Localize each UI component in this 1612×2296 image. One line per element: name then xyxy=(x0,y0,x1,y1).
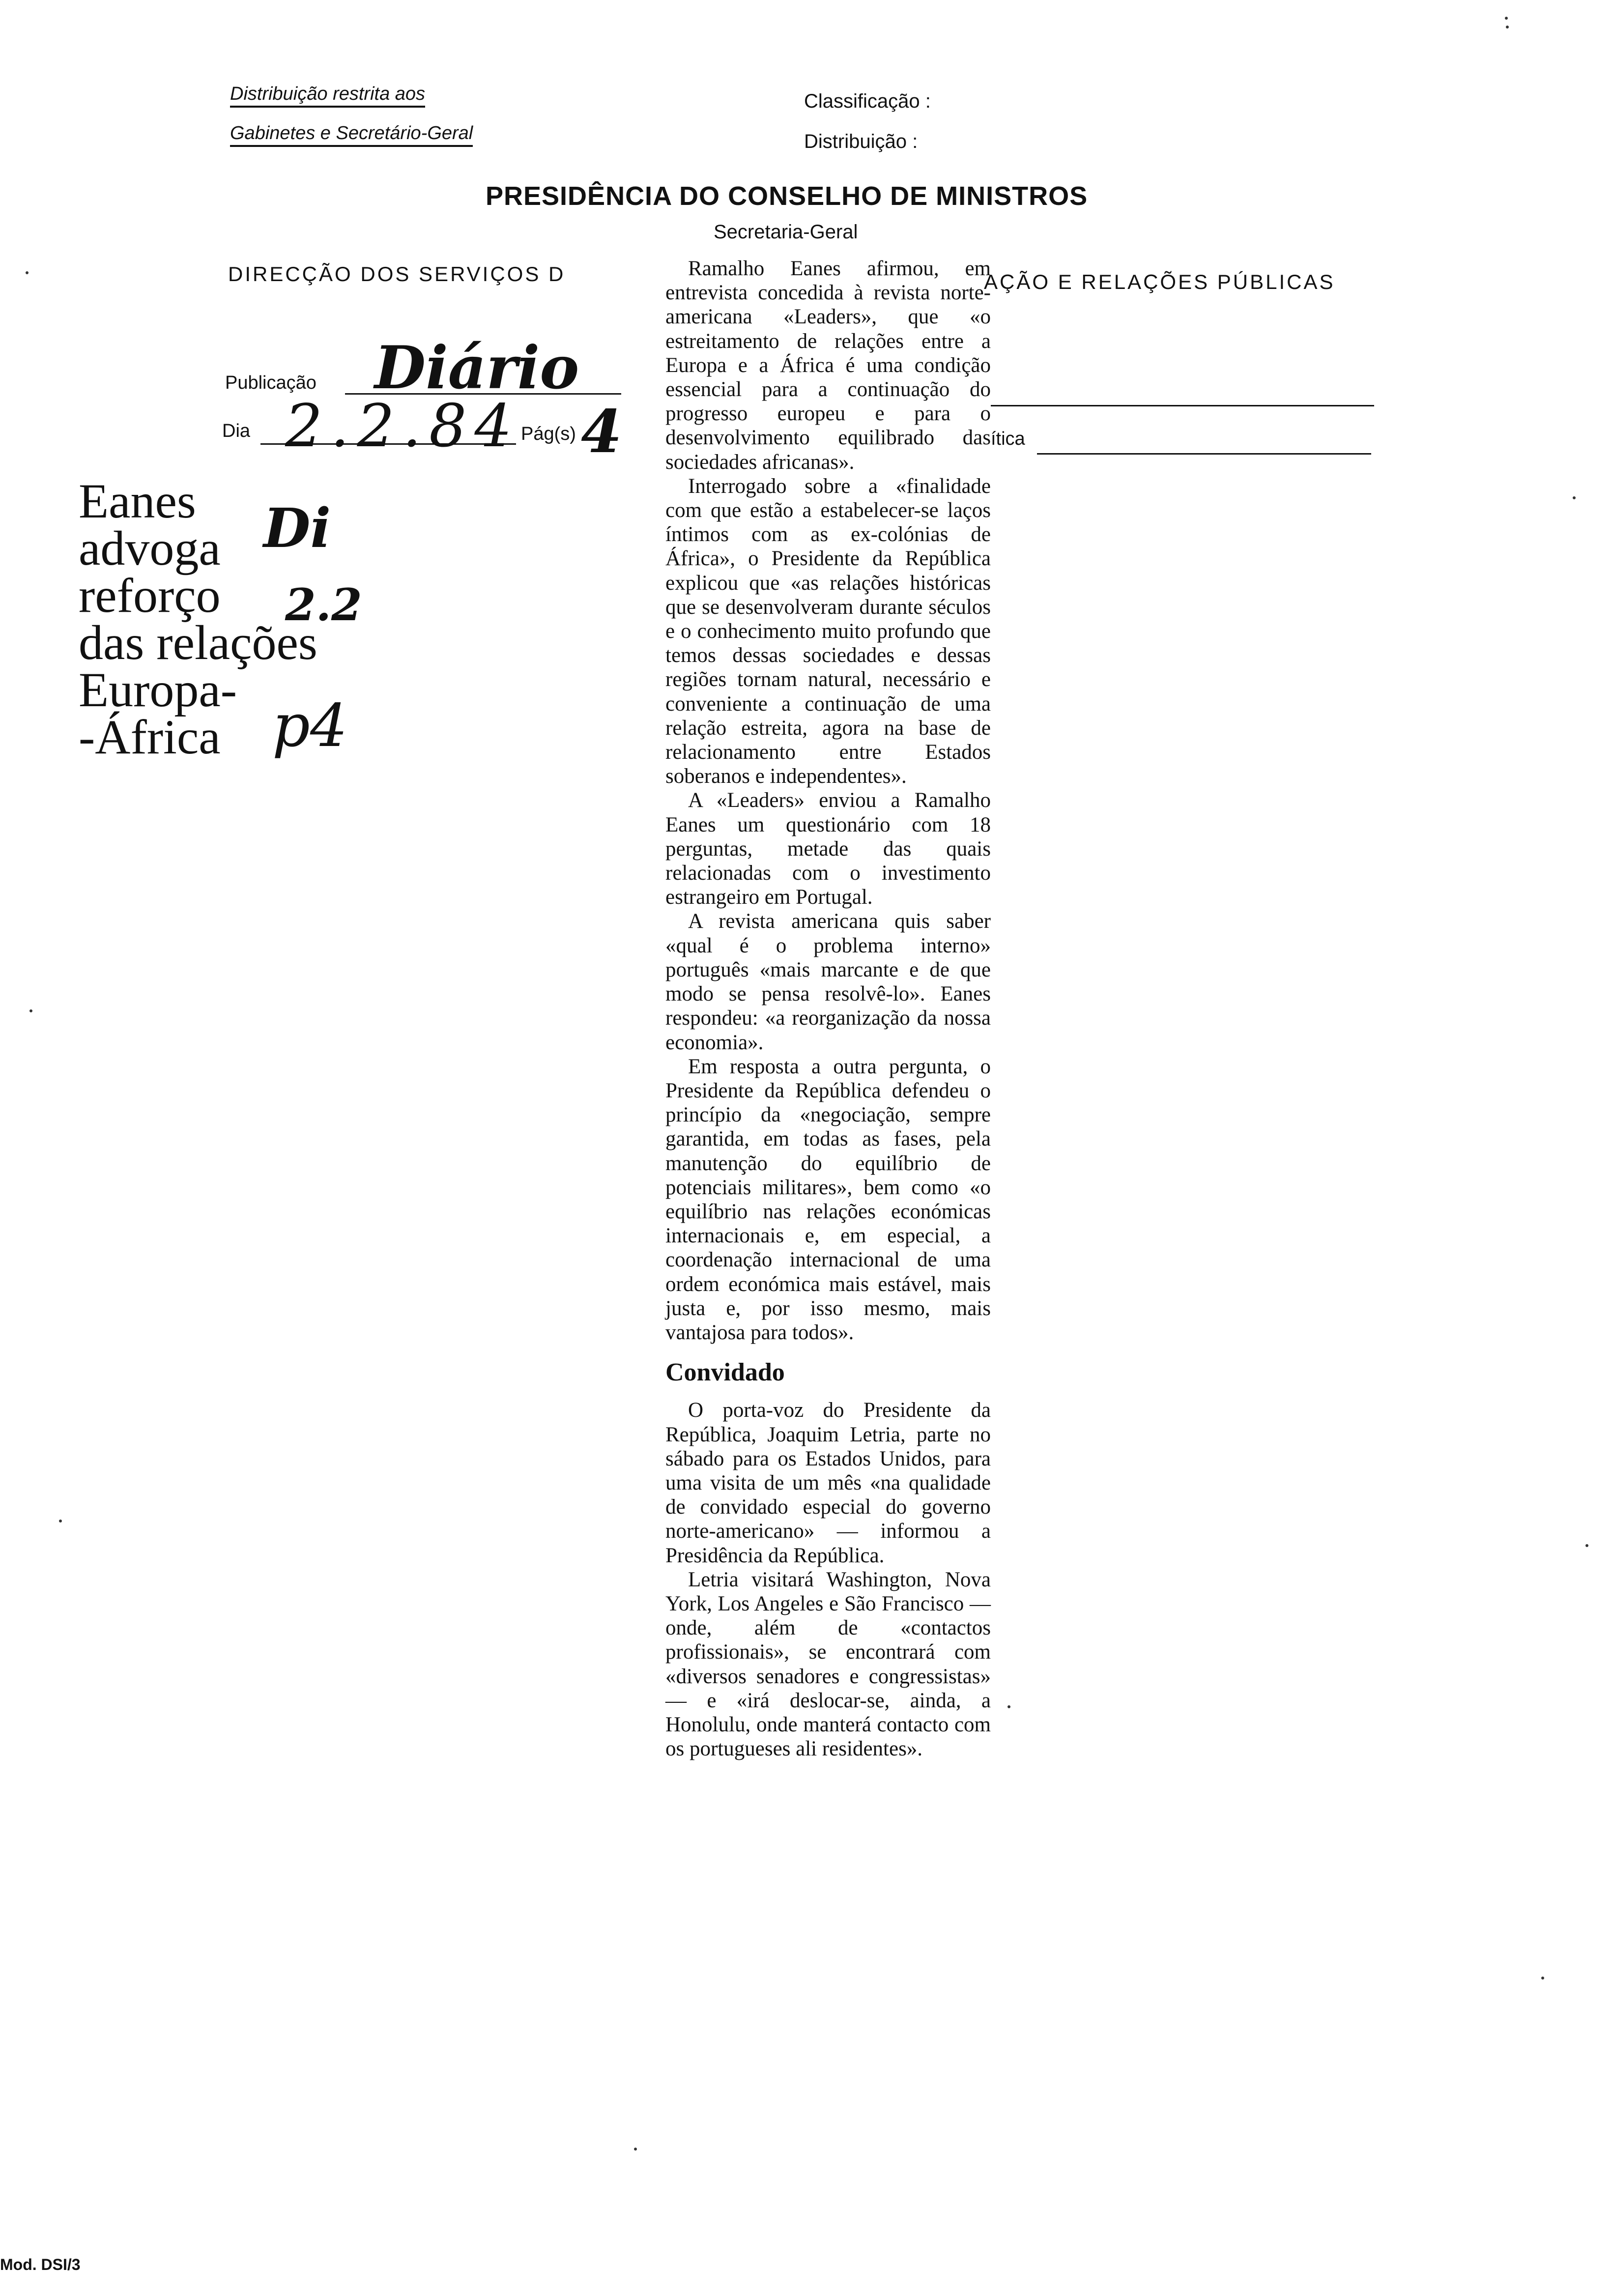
distribution-note-line2: Gabinetes e Secretário-Geral xyxy=(230,123,473,147)
scan-speck xyxy=(1008,1705,1010,1708)
publication-handwritten: Diário xyxy=(374,333,579,402)
day-handwritten: 2.2.84 xyxy=(285,392,520,460)
article-paragraph: Letria visitará Washington, Nova York, Los Angeles e São Francisco — onde, além de «contactos profissionais», se encontrará com «diversos senadores e congressistas» — e «irá deslocar-se, ainda, a Honolulu, onde manterá contacto com os portugueses ali residentes». xyxy=(665,1568,991,1761)
annotation-page: p4 xyxy=(272,692,348,760)
article-paragraph: Ramalho Eanes afirmou, em entrevista concedida à revista norte-americana «Leaders», que «o estreitamento de relações entre a Europa e a África é uma condição essencial para a continuação do progresso europeu e para o desenvolvimento equilibrado das sociedades africanas». xyxy=(665,257,991,474)
scan-speck xyxy=(634,2148,637,2151)
department-left: DIRECÇÃO DOS SERVIÇOS D xyxy=(228,262,566,286)
scan-speck xyxy=(29,1009,32,1012)
scan-speck xyxy=(1585,1544,1588,1547)
article-subheading: Convidado xyxy=(665,1358,785,1387)
page-label: Pág(s) xyxy=(521,424,576,444)
page-title: PRESIDÊNCIA DO CONSELHO DE MINISTROS xyxy=(486,181,1088,211)
day-label: Dia xyxy=(222,421,251,441)
scan-speck xyxy=(59,1520,62,1522)
blank-field-line-2 xyxy=(1037,453,1371,455)
distribution-label: Distribuição : xyxy=(804,131,918,152)
classification-label: Classificação : xyxy=(804,90,931,112)
headline-line-1: Eanes xyxy=(79,474,196,528)
blank-field-line-1 xyxy=(991,405,1374,406)
annotation-day: 2.2 xyxy=(285,579,362,631)
headline-line-3: reforço xyxy=(79,568,221,623)
annotation-code: Di xyxy=(263,496,331,560)
article-column xyxy=(665,257,991,1761)
form-code-footer: Mod. DSI/3 xyxy=(0,2256,81,2273)
headline-line-2: advoga xyxy=(79,521,221,575)
publication-label: Publicação xyxy=(225,373,317,393)
article-paragraph: O porta-voz do Presidente da República, Joaquim Letria, parte no sábado para os Estados Unidos, para uma visita de um mês «na qualidade de convidado especial do governo norte-americano» — informou a Presidência da República. xyxy=(665,1399,991,1567)
article-paragraph: A «Leaders» enviou a Ramalho Eanes um questionário com 18 perguntas, metade das quais relacionadas com o investimento estrangeiro em Portugal. xyxy=(665,789,991,909)
article-paragraph: Interrogado sobre a «finalidade com que estão a estabelecer-se laços íntimos com as ex-colónias de África», o Presidente da República explicou que «as relações históricas que se desenvolveram durante séculos e o conhecimento muito profundo que temos dessas sociedades e dessas regiões tornam natural, necessário e conveniente a continuação de uma relação estreita, agora na base de relacionamento entre Estados soberanos e independentes». xyxy=(665,474,991,788)
headline-line-5: Europa- xyxy=(79,662,237,717)
headline-line-4: das relações xyxy=(79,615,317,670)
scan-speck xyxy=(1541,1977,1544,1980)
scan-speck xyxy=(26,271,29,274)
page-subtitle: Secretaria-Geral xyxy=(714,221,858,243)
right-field-label: ítica xyxy=(991,429,1025,449)
distribution-note-line1: Distribuição restrita aos xyxy=(230,84,425,108)
scan-speck xyxy=(1506,26,1509,29)
scan-speck xyxy=(1505,17,1508,20)
page-handwritten: 4 xyxy=(581,397,622,466)
article-paragraph: A revista americana quis saber «qual é o problema interno» português «mais marcante e de que modo se pensa resolvê-lo». Eanes respondeu: «a reorganização da nossa economia». xyxy=(665,910,991,1054)
headline-line-6: -África xyxy=(79,710,221,764)
scan-speck xyxy=(1573,496,1576,499)
article-paragraph: Em resposta a outra pergunta, o Presidente da República defendeu o princípio da «negociação, sempre garantida, em todas as fases, pela manutenção do equilíbrio de potenciais militares», bem como «o equilíbrio nas relações económicas internacionais e, em especial, a coordenação internacional de uma ordem económica mais estável, mais justa e, por isso mesmo, mais vantajosa para todos». xyxy=(665,1055,991,1344)
department-right: AÇÃO E RELAÇÕES PÚBLICAS xyxy=(984,270,1335,293)
